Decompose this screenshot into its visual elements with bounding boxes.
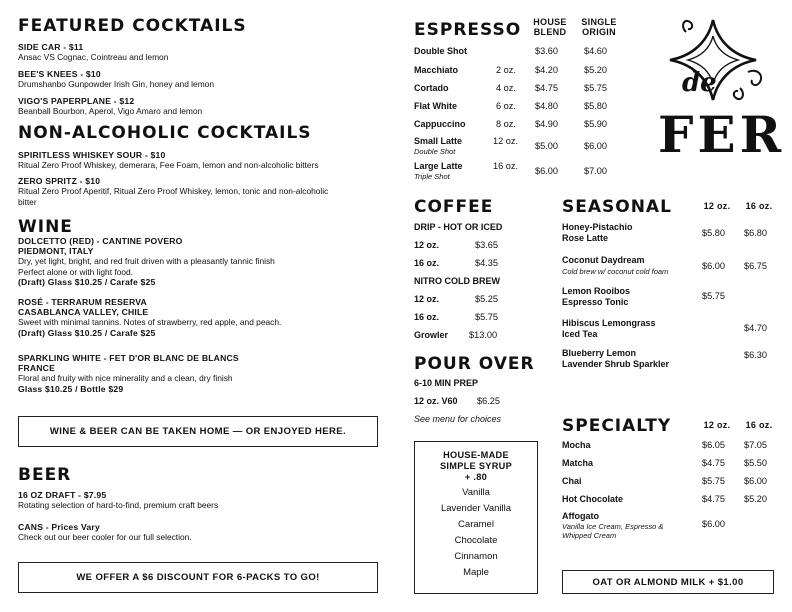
logo-big-text: FER xyxy=(658,105,786,164)
coffee-price: $4.35 xyxy=(475,258,498,268)
featured-cocktails-list xyxy=(18,42,388,123)
wine-description: Dry, yet light, bright, and red fruit driven with a pleasantly tannic finish xyxy=(18,256,275,266)
drink-name: Hot Chocolate xyxy=(562,494,624,504)
drink-name-line1: Honey-Pistachio xyxy=(562,222,633,232)
pour-over-heading: POUR OVER xyxy=(414,354,535,374)
coffee-price: $3.65 xyxy=(475,240,498,250)
drink-name-line1: Hibiscus Lemongrass xyxy=(562,318,656,328)
drink-name: Matcha xyxy=(562,458,594,468)
wine-region: PIEDMONT, ITALY xyxy=(18,246,94,256)
syrup-option: Cinnamon xyxy=(454,551,498,562)
wine-name: DOLCETTO (RED) - CANTINE POVERO xyxy=(18,236,183,246)
drink-size: 6 oz. xyxy=(496,101,516,111)
price-16oz: $6.30 xyxy=(744,350,767,360)
drink-name-line1: Coconut Daydream xyxy=(562,255,645,265)
wine-description: Floral and fruity with nice minerality and a clean, dry finish xyxy=(18,373,233,383)
drink-name: Chai xyxy=(562,476,582,486)
origin-price: $5.75 xyxy=(584,83,607,93)
price-16oz: $6.00 xyxy=(744,476,767,486)
house-price: $4.75 xyxy=(535,83,558,93)
house-price: $6.00 xyxy=(535,166,558,176)
price-12oz: $4.75 xyxy=(702,494,725,504)
origin-price: $5.80 xyxy=(584,101,607,111)
nitro-heading: NITRO COLD BREW xyxy=(414,276,500,286)
drink-note: Double Shot xyxy=(414,147,456,156)
origin-price: $5.90 xyxy=(584,119,607,129)
specialty-table xyxy=(562,440,782,540)
syrup-option: Chocolate xyxy=(454,535,498,546)
item-name: SIDE CAR - $11 xyxy=(18,42,84,52)
house-price: $3.60 xyxy=(535,46,558,56)
wine-item xyxy=(18,297,388,353)
origin-price: $5.20 xyxy=(584,65,607,75)
drink-name xyxy=(562,318,656,340)
origin-price: $7.00 xyxy=(584,166,607,176)
pour-over-size: 12 oz. V60 xyxy=(414,396,458,406)
coffee-size: Growler xyxy=(414,330,449,340)
pour-over-price: $6.25 xyxy=(477,396,500,406)
menu-item xyxy=(18,490,378,522)
syrup-options xyxy=(415,485,537,581)
wine-list xyxy=(18,236,388,394)
wine-item xyxy=(18,236,388,297)
price-16oz: $7.05 xyxy=(744,440,767,450)
coffee-price: $5.75 xyxy=(475,312,498,322)
coffee-size: 12 oz. xyxy=(414,240,440,250)
price-12oz: $5.75 xyxy=(702,291,725,301)
menu-item xyxy=(18,96,388,123)
drink-name: Cortado xyxy=(414,83,449,93)
item-description: Ansac VS Cognac, Cointreau and lemon xyxy=(18,52,169,62)
pour-over-note: See menu for choices xyxy=(414,414,502,424)
house-price: $4.80 xyxy=(535,101,558,111)
coffee-price: $13.00 xyxy=(469,330,498,340)
price-12oz: $4.75 xyxy=(702,458,725,468)
item-description: Ritual Zero Proof Aperitif, Ritual Zero Proof Whiskey, lemon, tonic and non-alcoholic bitter xyxy=(18,186,329,207)
coffee-size: 16 oz. xyxy=(414,258,440,268)
house-price: $5.00 xyxy=(535,141,558,151)
drink-note: Vanilla Ice Cream, Espresso & Whipped Cream xyxy=(562,522,664,540)
price-16oz: $6.75 xyxy=(744,261,767,271)
syrup-price: + .80 xyxy=(464,472,488,482)
drink-name xyxy=(562,348,669,370)
item-name: 16 OZ DRAFT - $7.95 xyxy=(18,490,107,500)
wine-price: (Draft) Glass $10.25 / Carafe $25 xyxy=(18,327,156,338)
item-description: Ritual Zero Proof Whiskey, demerara, Fee Foam, lemon and non-alcoholic bitters xyxy=(18,160,319,170)
milk-alternative-banner: OAT OR ALMOND MILK + $1.00 xyxy=(562,570,774,594)
simple-syrup-box xyxy=(414,441,538,594)
drink-name: Cappuccino xyxy=(414,119,466,129)
item-description: Beanball Bourbon, Aperol, Vigo Amaro and lemon xyxy=(18,106,203,116)
seasonal-table xyxy=(562,222,782,372)
price-16oz: $4.70 xyxy=(744,323,767,333)
origin-price: $4.60 xyxy=(584,46,607,56)
specialty-heading: SPECIALTY xyxy=(562,416,672,436)
menu-item xyxy=(18,150,378,176)
specialty-12oz-header: 12 oz. xyxy=(703,420,731,430)
drink-name xyxy=(414,136,462,156)
house-price: $4.90 xyxy=(535,119,558,129)
seasonal-12oz-header: 12 oz. xyxy=(703,201,731,211)
wine-name: SPARKLING WHITE - FET D'OR BLANC DE BLANCS xyxy=(18,353,239,363)
wine-name: ROSÉ - TERRARUM RESERVA xyxy=(18,297,147,307)
price-12oz: $6.00 xyxy=(702,519,725,529)
single-origin-header: SINGLE ORIGIN xyxy=(581,17,617,37)
six-pack-banner: WE OFFER A $6 DISCOUNT FOR 6-PACKS TO GO! xyxy=(18,562,378,593)
drink-size: 8 oz. xyxy=(496,119,516,129)
drink-name xyxy=(562,286,630,308)
wine-description-2: Perfect alone or with light food. xyxy=(18,266,133,277)
house-price: $4.20 xyxy=(535,65,558,75)
drink-size: 16 oz. xyxy=(493,161,519,171)
drink-note: Triple Shot xyxy=(414,172,450,181)
drink-name: Flat White xyxy=(414,101,457,111)
espresso-table xyxy=(414,46,634,186)
drink-name-text: Large Latte xyxy=(414,161,463,171)
wine-heading: WINE xyxy=(18,217,73,237)
price-16oz: $6.80 xyxy=(744,228,767,238)
drink-name-text: Small Latte xyxy=(414,136,463,146)
drink-name-line1: Blueberry Lemon xyxy=(562,348,637,358)
price-16oz: $5.50 xyxy=(744,458,767,468)
seasonal-16oz-header: 16 oz. xyxy=(745,201,773,211)
wine-beer-banner: WINE & BEER CAN BE TAKEN HOME — OR ENJOYED HERE. xyxy=(18,416,378,447)
drink-name xyxy=(562,511,680,540)
wine-region: FRANCE xyxy=(18,363,56,373)
seasonal-heading: SEASONAL xyxy=(562,197,672,217)
menu-item xyxy=(18,176,378,207)
price-12oz: $6.00 xyxy=(702,261,725,271)
drink-size: 12 oz. xyxy=(493,136,519,146)
menu-item xyxy=(18,42,388,69)
de-fer-logo xyxy=(652,12,786,184)
drink-name-line1: Lemon Rooibos xyxy=(562,286,630,296)
logo-small-text: de xyxy=(682,68,717,98)
featured-cocktails-heading: FEATURED COCKTAILS xyxy=(18,16,247,36)
item-name: SPIRITLESS WHISKEY SOUR - $10 xyxy=(18,150,166,160)
syrup-option: Maple xyxy=(463,567,489,578)
drink-name: Macchiato xyxy=(414,65,459,75)
coffee-size: 12 oz. xyxy=(414,294,440,304)
wine-item xyxy=(18,353,388,394)
coffee-size: 16 oz. xyxy=(414,312,440,322)
syrup-option: Vanilla xyxy=(462,487,490,498)
drink-name: Double Shot xyxy=(414,46,467,56)
house-blend-header: HOUSE BLEND xyxy=(533,17,567,37)
wine-price: Glass $10.25 / Bottle $29 xyxy=(18,383,124,394)
non-alcoholic-heading: NON-ALCOHOLIC COCKTAILS xyxy=(18,123,312,143)
beer-heading: BEER xyxy=(18,465,72,485)
drink-size: 2 oz. xyxy=(496,65,516,75)
menu-item xyxy=(18,69,388,96)
drip-heading: DRIP - HOT OR ICED xyxy=(414,222,503,232)
item-description: Check out our beer cooler for our full selection. xyxy=(18,532,192,542)
drink-name-line2: Rose Latte xyxy=(562,233,609,243)
drink-name-line2: Iced Tea xyxy=(562,329,598,339)
drink-name-line2: Lavender Shrub Sparkler xyxy=(562,359,670,369)
drink-name xyxy=(562,255,668,277)
syrup-title-line2: SIMPLE SYRUP xyxy=(439,461,512,471)
non-alcoholic-list xyxy=(18,150,378,207)
price-12oz: $5.80 xyxy=(702,228,725,238)
syrup-option: Lavender Vanilla xyxy=(440,503,512,514)
syrup-option: Caramel xyxy=(458,519,494,530)
drink-note: Cold brew w/ coconut cold foam xyxy=(562,267,669,276)
espresso-heading: ESPRESSO xyxy=(414,20,522,40)
price-12oz: $5.75 xyxy=(702,476,725,486)
syrup-title xyxy=(415,450,537,483)
menu-item xyxy=(18,522,378,543)
wine-region: CASABLANCA VALLEY, CHILE xyxy=(18,307,149,317)
price-16oz: $5.20 xyxy=(744,494,767,504)
item-name: ZERO SPRITZ - $10 xyxy=(18,176,101,186)
beer-list xyxy=(18,490,378,543)
item-description: Rotating selection of hard-to-find, premium craft beers xyxy=(18,500,219,510)
item-name: VIGO'S PAPERPLANE - $12 xyxy=(18,96,135,106)
drink-size: 4 oz. xyxy=(496,83,516,93)
pour-over-prep: 6-10 MIN PREP xyxy=(414,378,479,388)
specialty-16oz-header: 16 oz. xyxy=(745,420,773,430)
price-12oz: $6.05 xyxy=(702,440,725,450)
item-name: CANS - Prices Vary xyxy=(18,522,100,532)
coffee-price: $5.25 xyxy=(475,294,498,304)
drink-name xyxy=(414,161,463,181)
origin-price: $6.00 xyxy=(584,141,607,151)
drink-name: Mocha xyxy=(562,440,591,450)
drink-name-line2: Espresso Tonic xyxy=(562,297,629,307)
item-name: BEE'S KNEES - $10 xyxy=(18,69,101,79)
wine-price: (Draft) Glass $10.25 / Carafe $25 xyxy=(18,277,156,287)
coffee-table xyxy=(414,222,544,352)
drink-name-text: Affogato xyxy=(562,511,599,521)
wine-description: Sweet with minimal tannins. Notes of strawberry, red apple, and peach. xyxy=(18,317,282,327)
coffee-heading: COFFEE xyxy=(414,197,494,217)
syrup-title-line1: HOUSE-MADE xyxy=(443,450,509,460)
item-description: Drumshanbo Gunpowder Irish Gin, honey and lemon xyxy=(18,79,214,89)
drink-name xyxy=(562,222,633,244)
